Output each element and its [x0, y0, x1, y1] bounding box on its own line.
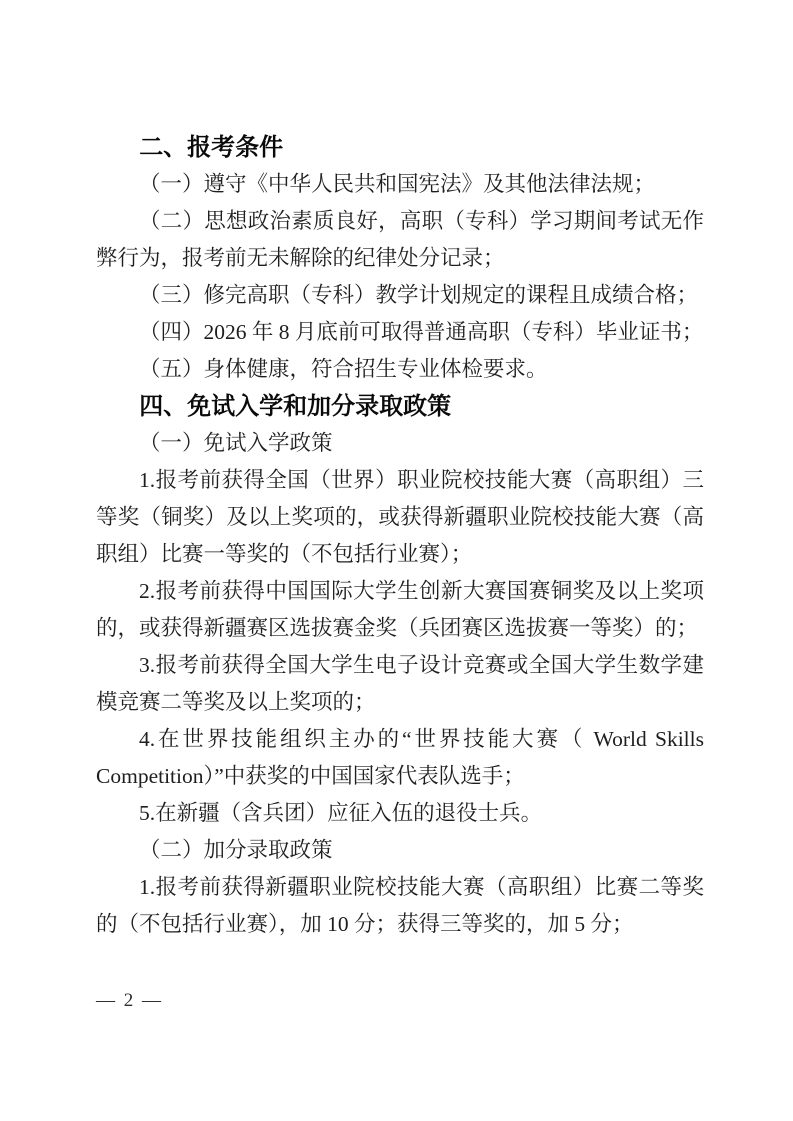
paragraph-mianshi-item-2: 2.报考前获得中国国际大学生创新大赛国赛铜奖及以上奖项的，或获得新疆赛区选拔赛金奖（兵团赛区选拔赛一等奖）的； [96, 579, 704, 640]
paragraph-condition-4: （四）2026 年 8 月底前可取得普通高职（专科）毕业证书； [139, 320, 704, 344]
section-heading-baokao-tiaojian: 二、报考条件 [139, 134, 284, 161]
paragraph-condition-5: （五）身体健康，符合招生专业体检要求。 [139, 357, 548, 381]
paragraph-condition-2: （二）思想政治素质良好，高职（专科）学习期间考试无作弊行为，报考前无未解除的纪律处分记录； [96, 209, 704, 270]
page-number: — 2 — [96, 990, 163, 1011]
paragraph-mianshi-item-3: 3.报考前获得全国大学生电子设计竞赛或全国大学生数学建模竞赛二等奖及以上奖项的； [96, 653, 704, 714]
paragraph-condition-3: （三）修完高职（专科）教学计划规定的课程且成绩合格； [139, 283, 699, 307]
paragraph-subsection-jiafen: （二）加分录取政策 [139, 838, 333, 862]
paragraph-mianshi-item-1: 1.报考前获得全国（世界）职业院校技能大赛（高职组）三等奖（铜奖）及以上奖项的，或获得新疆职业院校技能大赛（高职组）比赛一等奖的（不包括行业赛）； [96, 468, 704, 566]
paragraph-subsection-mianshi: （一）免试入学政策 [139, 431, 333, 455]
paragraph-mianshi-item-4: 4.在世界技能组织主办的“世界技能大赛（ World Skills Competition）”中获奖的中国国家代表队选手； [96, 727, 704, 788]
section-heading-mianshi-jiafen: 四、免试入学和加分录取政策 [139, 393, 452, 420]
paragraph-mianshi-item-5: 5.在新疆（含兵团）应征入伍的退役士兵。 [139, 801, 543, 825]
document-body [96, 129, 704, 943]
paragraph-jiafen-item-1: 1.报考前获得新疆职业院校技能大赛（高职组）比赛二等奖的（不包括行业赛），加 10 分；获得三等奖的，加 5 分； [96, 875, 704, 936]
paragraph-condition-1: （一）遵守《中华人民共和国宪法》及其他法律法规； [139, 172, 656, 196]
